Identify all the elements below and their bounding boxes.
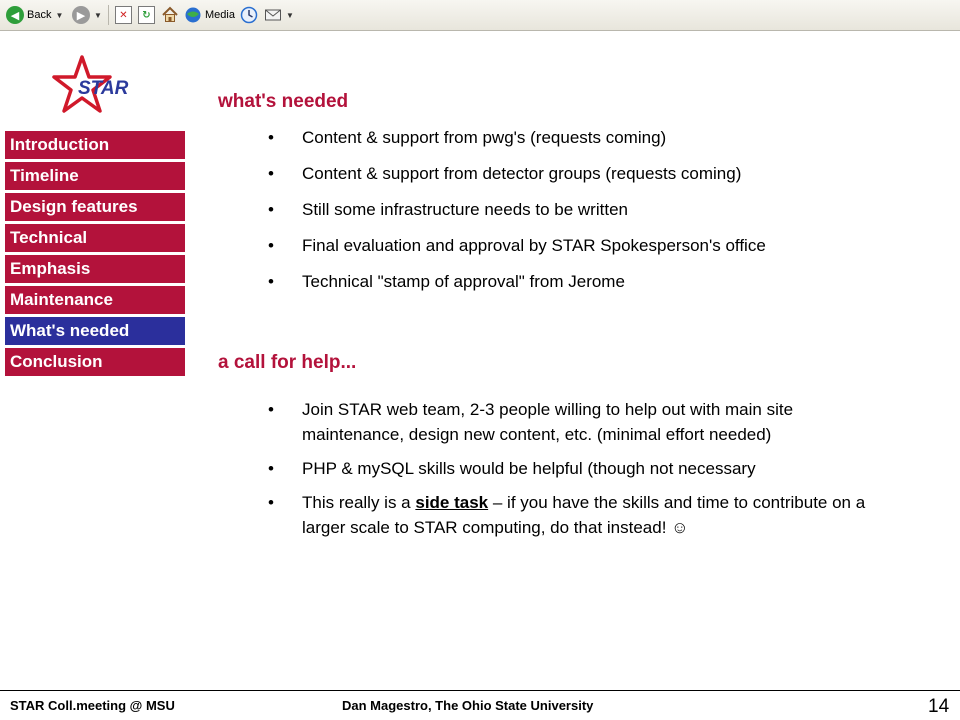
bullet-item: • Still some infrastructure needs to be written <box>268 197 868 222</box>
browser-toolbar <box>0 0 960 31</box>
refresh-icon: ↻ <box>138 6 155 24</box>
stop-button[interactable] <box>115 5 132 25</box>
mail-icon <box>264 6 282 24</box>
media-button[interactable]: Media <box>184 5 235 25</box>
section-title-call-for-help: a call for help... <box>218 352 357 373</box>
bullet-text-end: – if you have the skills and time to contribute on a larger scale to STAR computing, do that instead! ☺ <box>302 493 866 537</box>
toolbar-separator <box>108 5 109 25</box>
forward-dropdown-icon[interactable]: ▼ <box>94 10 102 20</box>
bullet-item: • PHP & mySQL skills would be helpful (though not necessary <box>268 456 868 481</box>
nav-item-maintenance[interactable]: Maintenance <box>5 286 185 314</box>
slide-navigation <box>5 131 185 379</box>
bullet-item: • Content & support from pwg's (requests coming) <box>268 125 868 150</box>
bullet-item: • Content & support from detector groups (requests coming) <box>268 161 868 186</box>
bullet-item: • Technical "stamp of approval" from Jerome <box>268 269 868 294</box>
bullet-item: • Final evaluation and approval by STAR Spokesperson's office <box>268 233 868 258</box>
back-dropdown-icon[interactable]: ▼ <box>55 10 64 20</box>
home-icon <box>161 6 179 24</box>
mail-dropdown-icon[interactable]: ▼ <box>286 10 294 20</box>
nav-item-design-features[interactable]: Design features <box>5 193 185 221</box>
history-icon <box>240 6 258 24</box>
bullet-item: • Join STAR web team, 2-3 people willing to help out with main site maintenance, design new content, etc. (minimal effort needed) <box>268 397 868 447</box>
mail-button[interactable] <box>264 5 294 25</box>
back-arrow-icon: ◀ <box>6 6 24 24</box>
footer-author: Dan Magestro, The Ohio State University <box>342 698 594 713</box>
side-task-emphasis: side task <box>415 493 489 512</box>
home-button[interactable] <box>161 5 179 25</box>
forward-button[interactable] <box>72 5 102 25</box>
nav-item-introduction[interactable]: Introduction <box>5 131 185 159</box>
forward-arrow-icon: ▶ <box>72 6 90 24</box>
nav-item-timeline[interactable]: Timeline <box>5 162 185 190</box>
nav-item-emphasis[interactable]: Emphasis <box>5 255 185 283</box>
media-icon <box>184 6 202 24</box>
nav-item-conclusion[interactable]: Conclusion <box>5 348 185 376</box>
stop-icon: ✕ <box>115 6 132 24</box>
bullet-text-start: This really is a <box>302 493 416 512</box>
footer-divider <box>0 690 960 691</box>
section-title-whats-needed: what's needed <box>218 91 349 112</box>
nav-item-technical[interactable]: Technical <box>5 224 185 252</box>
nav-item-whats-needed[interactable]: What's needed <box>5 317 185 345</box>
star-logo <box>50 55 132 119</box>
footer-meeting: STAR Coll.meeting @ MSU <box>10 698 175 713</box>
bullet-item <box>268 490 868 540</box>
page-number: 14 <box>928 696 950 717</box>
logo-text: STAR <box>78 78 129 99</box>
needed-bullet-list <box>268 125 868 305</box>
refresh-button[interactable] <box>138 5 155 25</box>
history-button[interactable] <box>240 5 258 25</box>
back-button[interactable]: ◀ Back ▼ <box>6 5 63 25</box>
help-bullet-list <box>268 397 868 549</box>
